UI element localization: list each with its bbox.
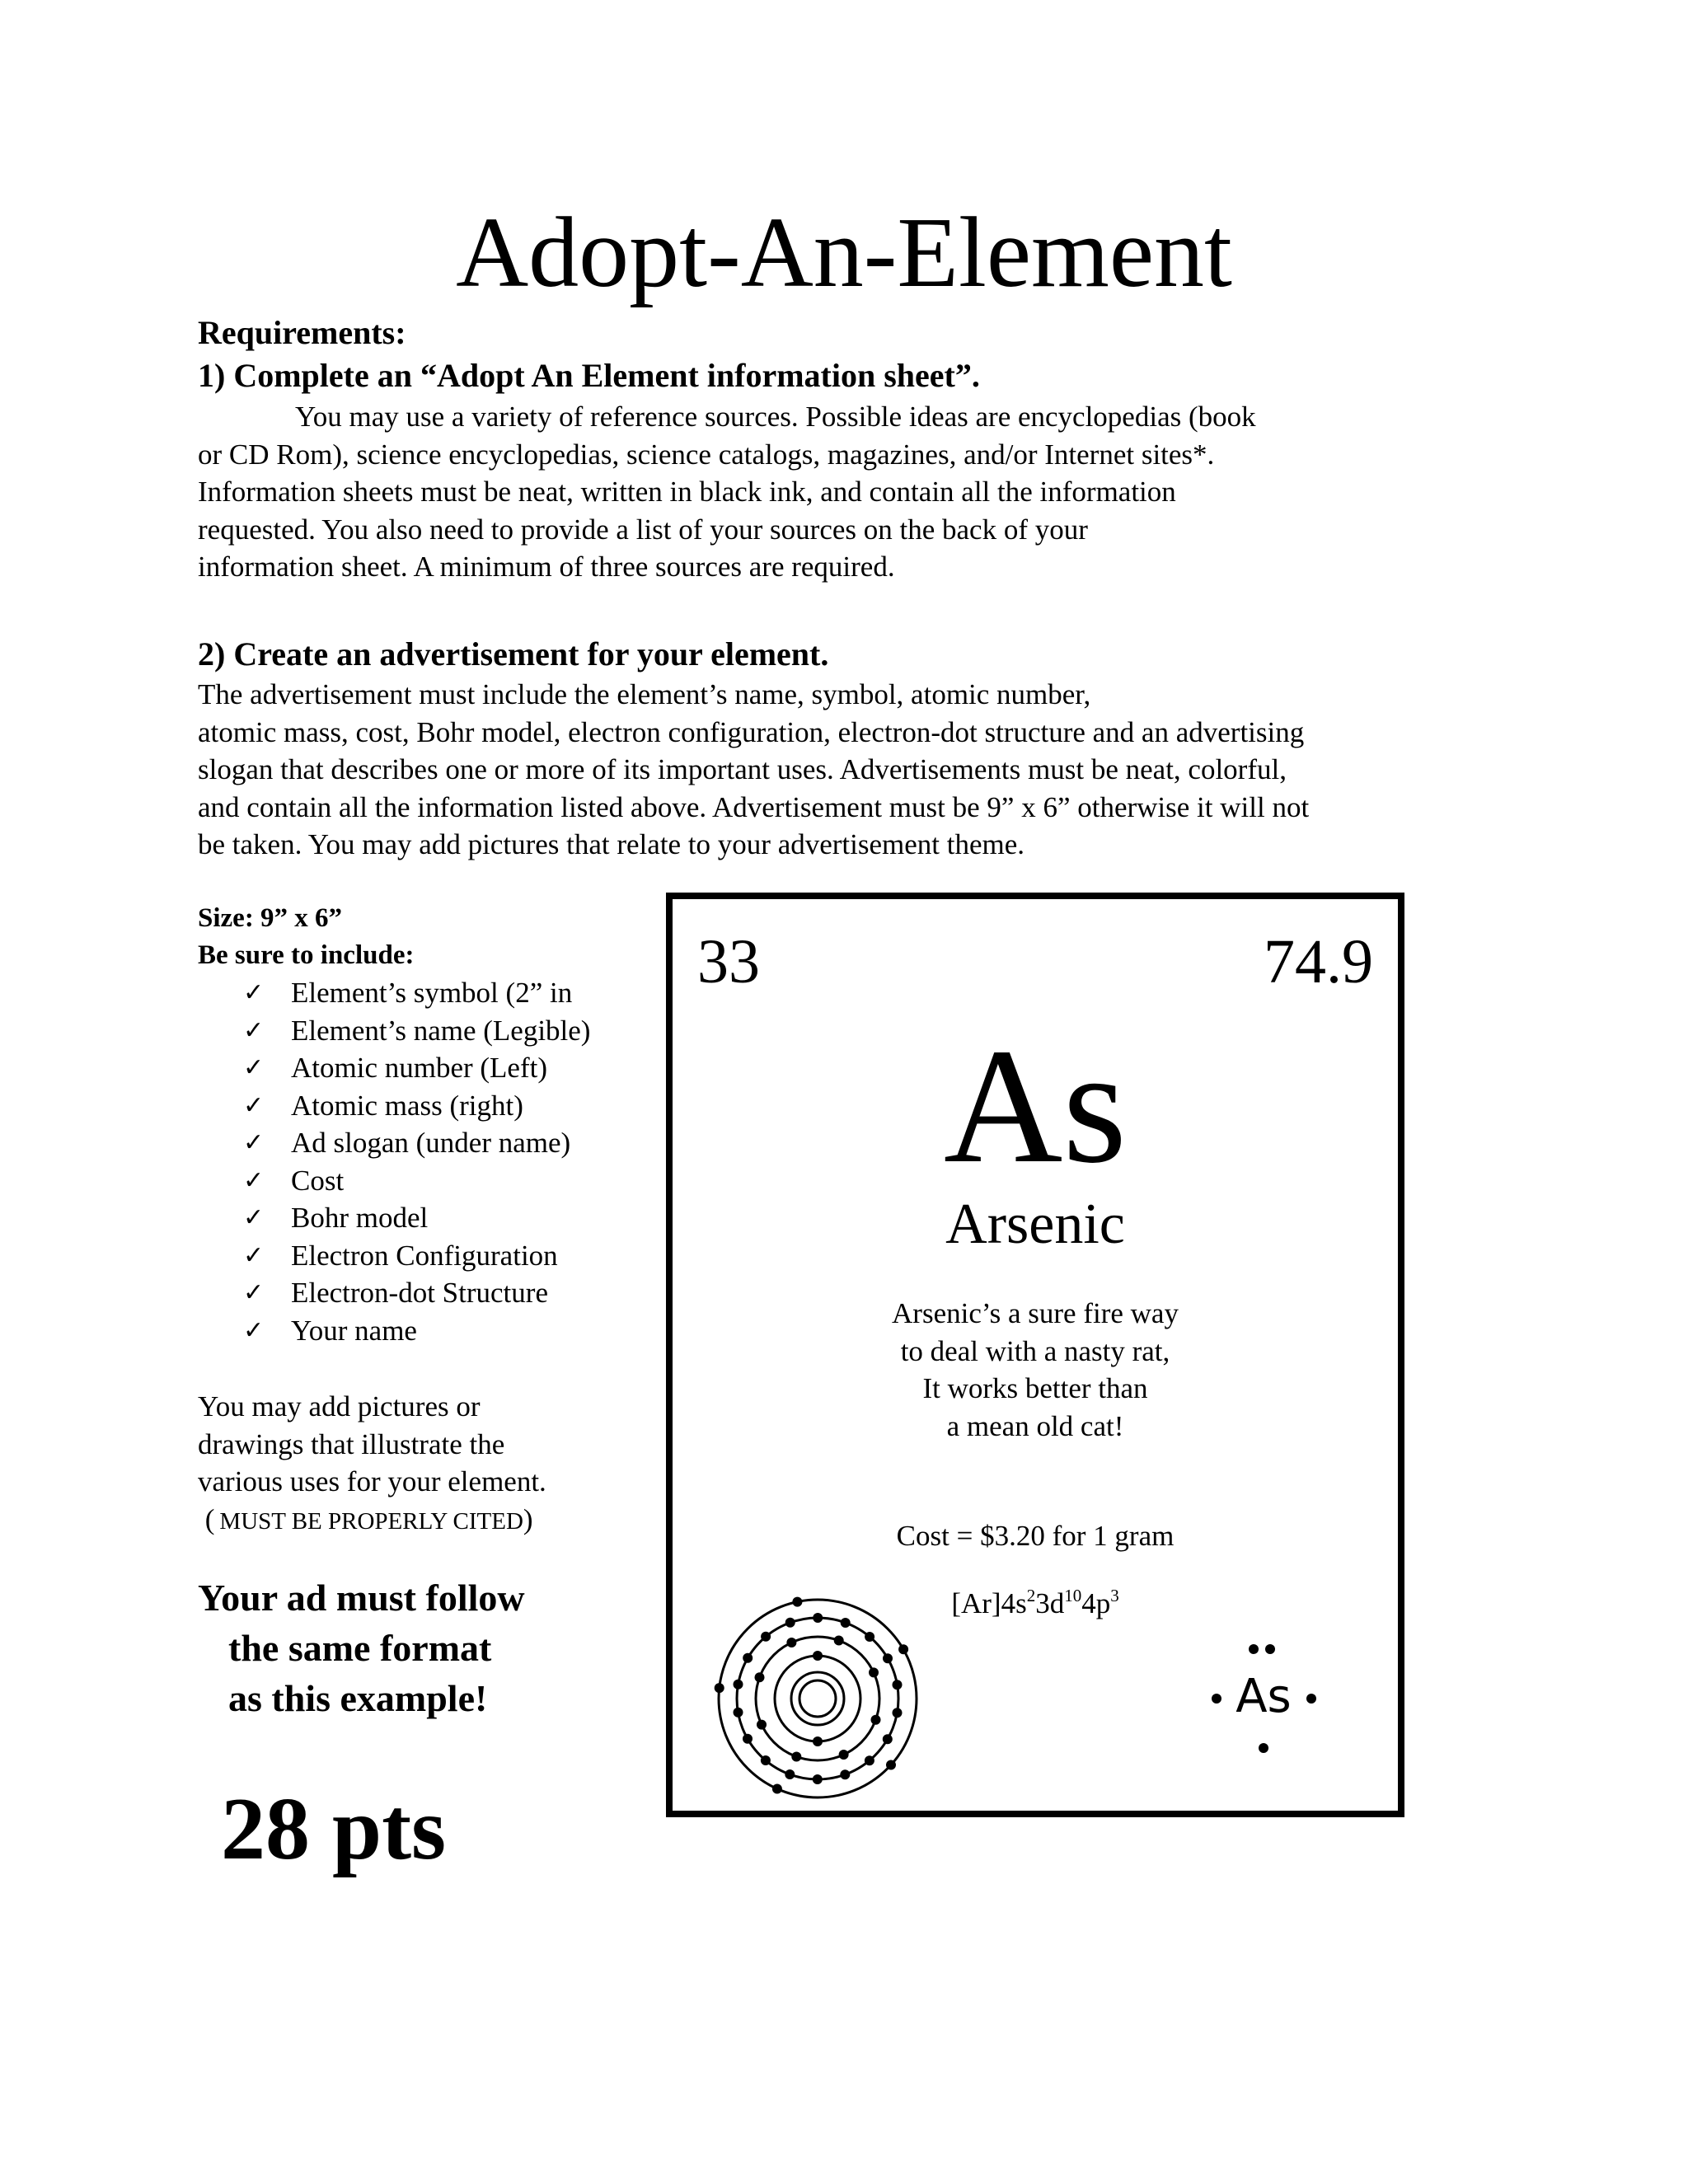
include-label: Be sure to include: bbox=[198, 940, 415, 970]
check-icon: ✓ bbox=[243, 1315, 265, 1345]
electron-dot bbox=[893, 1708, 903, 1718]
slogan-line: Arsenic’s a sure fire way bbox=[892, 1297, 1179, 1329]
section1-line: You may use a variety of reference sources. Possible ideas are encyclopedias (book bbox=[295, 401, 1256, 433]
electron-dot bbox=[813, 1774, 823, 1784]
electron-dot-structure bbox=[1204, 1624, 1328, 1765]
checklist-item: ✓ Cost bbox=[198, 1162, 659, 1200]
electron-dot bbox=[761, 1755, 771, 1765]
electron-dot bbox=[743, 1734, 753, 1744]
electron-dot bbox=[785, 1769, 795, 1779]
electron-dot bbox=[834, 1636, 844, 1646]
valence-electron-dot bbox=[1259, 1743, 1268, 1753]
electron-shell bbox=[737, 1618, 898, 1779]
dot-symbol: As bbox=[1236, 1670, 1292, 1723]
check-icon: ✓ bbox=[243, 1053, 265, 1082]
bohr-model-diagram bbox=[710, 1591, 925, 1806]
requirements-label: Requirements: bbox=[198, 314, 406, 351]
points-value: 28 pts bbox=[221, 1780, 447, 1878]
check-icon: ✓ bbox=[243, 978, 265, 1007]
page-title: Adopt-An-Element bbox=[456, 197, 1232, 308]
size-label: Size: 9” x 6” bbox=[198, 903, 343, 933]
element-cost: Cost = $3.20 for 1 gram bbox=[896, 1520, 1175, 1552]
electron-dot bbox=[839, 1750, 849, 1760]
electron-dot bbox=[743, 1653, 753, 1663]
electron-dot bbox=[785, 1618, 795, 1628]
checklist-item: ✓ Your name bbox=[198, 1312, 659, 1350]
electron-dot bbox=[813, 1736, 823, 1746]
section1-heading: 1) Complete an “Adopt An Element information sheet”. bbox=[198, 357, 980, 394]
electron-dot bbox=[772, 1784, 782, 1794]
electron-configuration: $[Ar]4s^23d^{10}4p^3$ bbox=[951, 1586, 1119, 1619]
electron-dot bbox=[871, 1715, 881, 1725]
format-notice bbox=[198, 1572, 525, 1723]
electron-dot bbox=[734, 1708, 743, 1718]
electron-dot bbox=[791, 1752, 801, 1762]
slogan-line: It works better than bbox=[922, 1372, 1148, 1404]
section2-paragraph bbox=[198, 676, 1484, 864]
slogan-line: to deal with a nasty rat, bbox=[900, 1334, 1170, 1367]
valence-electron-dot bbox=[1265, 1644, 1275, 1654]
format-line: as this example! bbox=[228, 1677, 488, 1719]
atomic-mass: 74.9 bbox=[1264, 927, 1373, 996]
element-symbol: As bbox=[943, 1015, 1128, 1197]
valence-electron-dot bbox=[1249, 1644, 1259, 1654]
note-line: drawings that illustrate the bbox=[198, 1427, 505, 1460]
check-icon: ✓ bbox=[243, 1203, 265, 1232]
check-icon: ✓ bbox=[243, 1165, 265, 1195]
slogan-line: a mean old cat! bbox=[946, 1409, 1124, 1442]
ad-slogan bbox=[673, 1295, 1398, 1445]
section2-heading: 2) Create an advertisement for your element. bbox=[198, 635, 829, 673]
section2-line: be taken. You may add pictures that relate to your advertisement theme. bbox=[198, 828, 1025, 860]
electron-dot bbox=[840, 1769, 850, 1779]
section1-line: information sheet. A minimum of three sources are required. bbox=[198, 551, 895, 583]
electron-dot bbox=[883, 1734, 893, 1744]
electron-dot bbox=[792, 1597, 802, 1607]
section1-paragraph bbox=[198, 398, 1484, 586]
electron-dot bbox=[786, 1638, 796, 1647]
section2-line: slogan that describes one or more of its important uses. Advertisements must be neat, colorful, bbox=[198, 753, 1287, 785]
valence-electron-dot bbox=[1306, 1694, 1316, 1704]
check-icon: ✓ bbox=[243, 1015, 265, 1045]
electron-dot bbox=[841, 1618, 851, 1628]
check-icon: ✓ bbox=[243, 1278, 265, 1307]
section2-line: The advertisement must include the element’s name, symbol, atomic number, bbox=[198, 678, 1091, 710]
format-line: the same format bbox=[228, 1627, 492, 1669]
section2-line: and contain all the information listed above. Advertisement must be 9” x 6” otherwise it will not bbox=[198, 790, 1310, 823]
cited-note: ( MUST BE PROPERLY CITED) bbox=[198, 1502, 533, 1535]
electron-dot bbox=[757, 1720, 767, 1730]
checklist-item: ✓ Ad slogan (under name) bbox=[198, 1124, 659, 1162]
pictures-note bbox=[198, 1388, 659, 1540]
element-example-card bbox=[666, 893, 1404, 1817]
electron-dot bbox=[813, 1613, 823, 1623]
electron-dot bbox=[755, 1672, 765, 1682]
electron-dot bbox=[761, 1632, 771, 1642]
electron-dot bbox=[865, 1632, 874, 1642]
checklist-item: ✓ Bohr model bbox=[198, 1199, 659, 1237]
electron-dot bbox=[886, 1760, 896, 1770]
valence-electron-dot bbox=[1212, 1694, 1221, 1704]
electron-dot bbox=[734, 1680, 743, 1690]
electron-dot bbox=[865, 1755, 874, 1765]
nucleus-inner bbox=[799, 1680, 836, 1717]
electron-dot bbox=[893, 1680, 903, 1690]
electron-shell bbox=[775, 1656, 860, 1741]
section1-line: requested. You also need to provide a list of your sources on the back of your bbox=[198, 513, 1088, 546]
electron-dot bbox=[883, 1653, 893, 1663]
checklist-item: ✓ Atomic number (Left) bbox=[198, 1049, 659, 1087]
electron-shell bbox=[719, 1600, 917, 1797]
note-line: various uses for your element. bbox=[198, 1465, 546, 1497]
section2-line: atomic mass, cost, Bohr model, electron configuration, electron-dot structure and an advertising bbox=[198, 715, 1305, 748]
include-checklist bbox=[198, 974, 659, 1349]
note-line: You may add pictures or bbox=[198, 1390, 481, 1422]
electron-dot bbox=[898, 1644, 908, 1654]
electron-dot bbox=[813, 1651, 823, 1661]
check-icon: ✓ bbox=[243, 1240, 265, 1270]
checklist-item: ✓ Electron-dot Structure bbox=[198, 1274, 659, 1312]
requirements-sidebar bbox=[198, 900, 659, 1540]
check-icon: ✓ bbox=[243, 1128, 265, 1157]
atomic-number: 33 bbox=[697, 927, 760, 996]
electron-dot bbox=[715, 1683, 724, 1693]
section1-line: or CD Rom), science encyclopedias, science catalogs, magazines, and/or Internet sites*. bbox=[198, 438, 1215, 471]
check-icon: ✓ bbox=[243, 1090, 265, 1120]
section1-line: Information sheets must be neat, written in black ink, and contain all the information bbox=[198, 476, 1176, 508]
electron-dot bbox=[869, 1667, 879, 1677]
element-name: Arsenic bbox=[945, 1193, 1125, 1256]
format-line: Your ad must follow bbox=[198, 1577, 525, 1619]
checklist-item: ✓ Element’s symbol (2” in bbox=[198, 974, 659, 1012]
checklist-item: ✓ Element’s name (Legible) bbox=[198, 1012, 659, 1050]
checklist-item: ✓ Electron Configuration bbox=[198, 1237, 659, 1275]
checklist-item: ✓ Atomic mass (right) bbox=[198, 1087, 659, 1125]
